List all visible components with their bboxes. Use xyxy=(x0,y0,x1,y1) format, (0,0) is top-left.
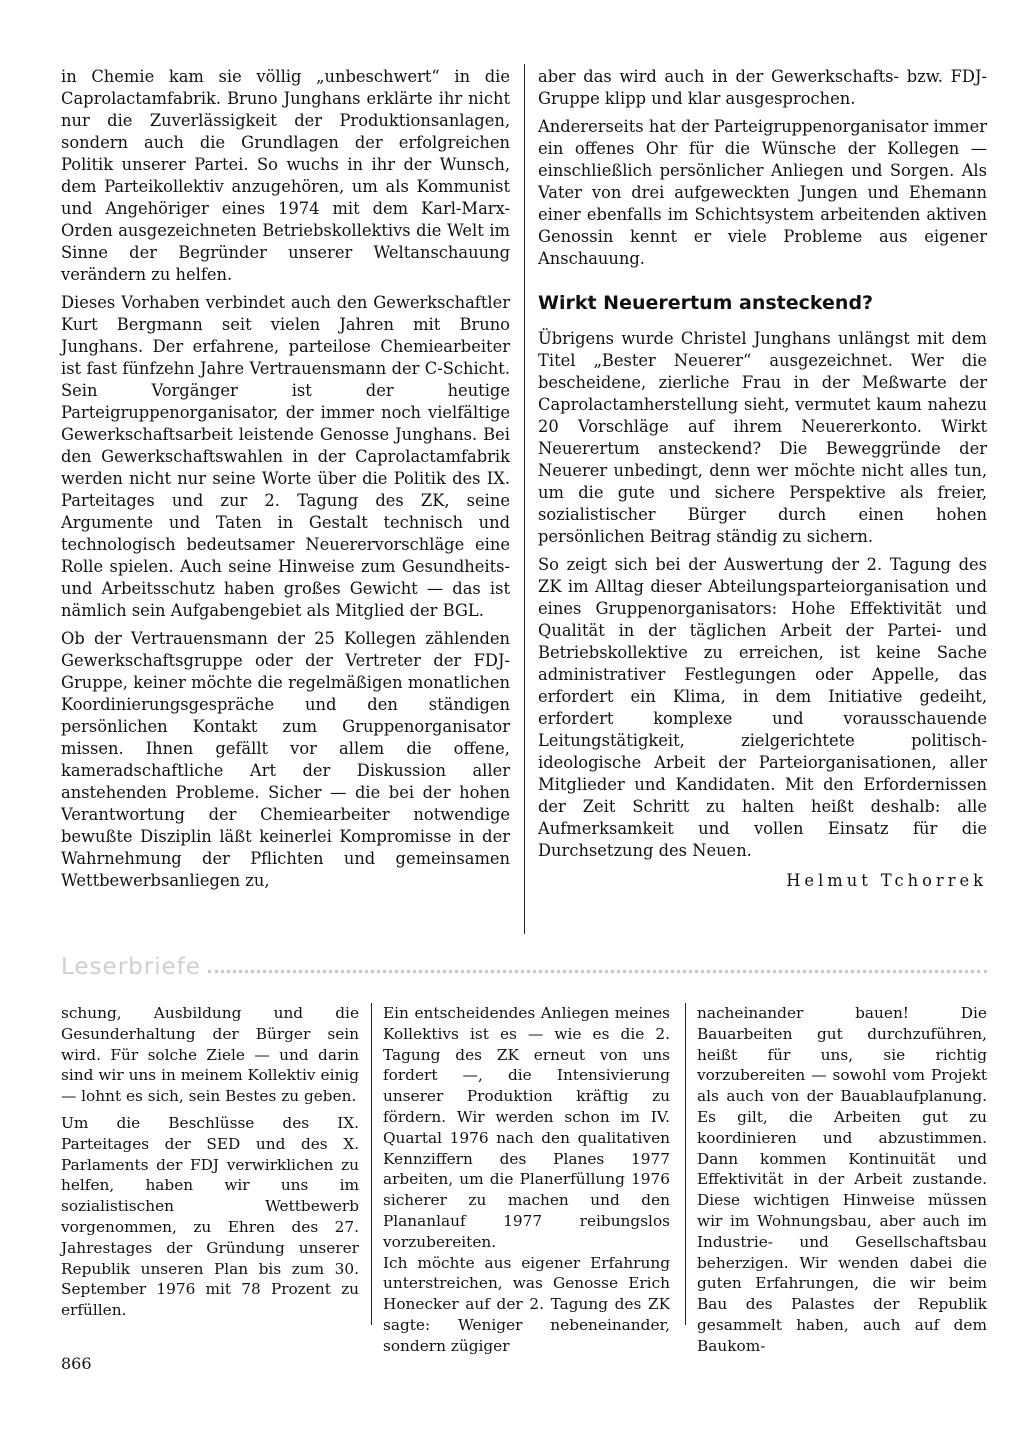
author-signature: Helmut Tchorrek xyxy=(786,871,987,890)
column-divider xyxy=(371,1003,372,1325)
article-paragraph: Dieses Vorhaben verbindet auch den Gewerkschaftler Kurt Bergmann seit vielen Jahren mit Bruno Junghans. Der erfahrene, parteilose Chemiearbeiter ist fast fünfzehn Jahre Vertrauensmann der C-Schicht. Sein Vorgänger ist der heutige Parteigruppenorganisator, der immer noch vielfältige Gewerkschaftsarbeit leistende Genosse Junghans. Bei den Gewerkschaftswahlen in der Caprolactamfabrik werden nicht nur seine Worte über die Politik des IX. Parteitages und zur 2. Tagung des ZK, seine Argumente und Taten in Gestalt technisch und technologisch bedeutsamer Neuerervorschläge eine Rolle spielen. Auch seine Hinweise zum Gesundheits- und Arbeitsschutz haben großes Gewicht — das ist nämlich sein Aufgabengebiet als Mitglied der BGL. xyxy=(61,293,510,620)
letters-column-3 xyxy=(697,1003,987,1357)
article-subheading: Wirkt Neuerertum ansteckend? xyxy=(538,292,874,314)
letter-paragraph: Ein entscheidendes Anliegen meines Kollektivs ist es — wie es die 2. Tagung des ZK erneut von uns fordert —, die Intensivierung unserer Produktion kräftig zu fördern. Wir werden schon im IV. Quartal 1976 nach den qualitativen Kennziffern des Planes 1977 arbeiten, um die Planerfüllung 1976 sicherer zu machen und den Plananlauf 1977 reibungslos vorzubereiten. xyxy=(383,1004,670,1251)
article-paragraph: in Chemie kam sie völlig „unbeschwert“ in die Caprolactamfabrik. Bruno Junghans erklärte ihr nicht nur die Zuverlässigkeit der Produktionsanlagen, sondern auch die Grundlagen der erfolgreichen Politik unserer Partei. So wuchs in ihr der Wunsch, dem Parteikollektiv anzugehören, um als Kommunist und Angehöriger eines 1974 mit dem Karl-Marx-Orden ausgezeichneten Betriebskollektivs die Welt im Sinne der Begründer unserer Weltanschauung verändern zu helfen. xyxy=(61,67,510,284)
letters-column-2 xyxy=(383,1003,670,1357)
article-right-column xyxy=(538,66,987,892)
letter-paragraph: schung, Ausbildung und die Gesunderhaltung der Bürger sein wird. Für solche Ziele — und darin sind wir uns in meinem Kollektiv einig — lohnt es sich, sein Bestes zu geben. xyxy=(61,1004,359,1106)
page-number: 866 xyxy=(61,1354,92,1373)
column-divider xyxy=(524,64,525,934)
article-paragraph: Andererseits hat der Parteigruppenorganisator immer ein offenes Ohr für die Wünsche der Kollegen — einschließlich persönlicher Anliegen und Sorgen. Als Vater von drei aufgeweckten Jungen und Ehemann einer ebenfalls im Schichtsystem arbeitenden aktiven Genossin kennt er viele Probleme aus eigener Anschauung. xyxy=(538,117,987,268)
letters-column-1 xyxy=(61,1003,359,1321)
section-divider xyxy=(208,970,987,973)
article-paragraph: Übrigens wurde Christel Junghans unlängst mit dem Titel „Bester Neuerer“ ausgezeichnet. Wer die bescheidene, zierliche Frau in der Meßwarte der Caprolactamherstellung sieht, vermutet kaum nahezu 20 Vorschläge auf ihrem Neuererkonto. Wirkt Neuerertum ansteckend? Die Beweggründe der Neuerer unbedingt, denn wer möchte nicht alles tun, um die gute und sichere Perspektive als freier, sozialistischer Bürger durch einen hohen persönlichen Beitrag ständig zu sichern. xyxy=(538,329,987,546)
article-paragraph: Ob der Vertrauensmann der 25 Kollegen zählenden Gewerkschaftsgruppe oder der Vertreter der FDJ-Gruppe, keiner möchte die regelmäßigen monatlichen Koordinierungsgespräche und den ständigen persönlichen Kontakt zum Gruppenorganisator missen. Ihnen gefällt vor allem die offene, kameradschaftliche Art der Diskussion aller anstehenden Probleme. Sicher — die bei der hohen Verantwortung der Chemiearbeiter notwendige bewußte Disziplin läßt keinerlei Kompromisse in der Wahrnehmung der Pflichten und gemeinsamen Wettbewerbsanliegen zu, xyxy=(61,629,510,890)
article-paragraph: So zeigt sich bei der Auswertung der 2. Tagung des ZK im Alltag dieser Abteilungsparteiorganisation und eines Gruppenorganisators: Hohe Effektivität und Qualität in der täglichen Arbeit der Partei- und Betriebskollektive zu erreichen, ist keine Sache administrativer Festlegungen oder Appelle, das erfordert ein Klima, in dem Initiative gedeiht, erfordert komplexe und vorausschauende Leitungstätigkeit, zielgerichtete politisch-ideologische Arbeit der Parteiorganisationen, aller Mitglieder und Kandidaten. Mit den Erfordernissen der Zeit Schritt zu halten heißt deshalb: alle Aufmerksamkeit und vollen Einsatz für die Durchsetzung des Neuen. xyxy=(538,555,987,860)
letter-paragraph: Ich möchte aus eigener Erfahrung unterstreichen, was Genosse Erich Honecker auf der 2. Tagung des ZK sagte: Weniger nebeneinander, sondern zügiger xyxy=(383,1253,670,1355)
letter-paragraph: nacheinander bauen! Die Bauarbeiten gut durchzuführen, heißt für uns, sie richtig vorzubereiten — sowohl vom Projekt als auch von der Bauablaufplanung. Es gilt, die Arbeiten gut zu koordinieren und abzustimmen. Dann kommen Kontinuität und Effektivität in der Arbeit zustande. Diese wichtigen Hinweise müssen wir im Wohnungsbau, aber auch im Industrie- und Gesellschaftsbau beherzigen. Wir wenden dabei die guten Erfahrungen, die wir beim Bau des Palastes der Republik gesammelt haben, auch auf dem Baukom- xyxy=(697,1004,987,1355)
letter-paragraph: Um die Beschlüsse des IX. Parteitages der SED und des X. Parlaments der FDJ verwirklichen zu helfen, haben wir uns im sozialistischen Wettbewerb vorgenommen, zu Ehren des 27. Jahrestages der Gründung unserer Republik unseren Plan bis zum 30. September 1976 mit 78 Prozent zu erfüllen. xyxy=(61,1113,359,1320)
article-paragraph: aber das wird auch in der Gewerkschafts- bzw. FDJ-Gruppe klipp und klar ausgesprochen. xyxy=(538,67,987,108)
section-label: Leserbriefe xyxy=(61,954,201,980)
column-divider xyxy=(685,1003,686,1325)
article-left-column xyxy=(61,66,510,892)
